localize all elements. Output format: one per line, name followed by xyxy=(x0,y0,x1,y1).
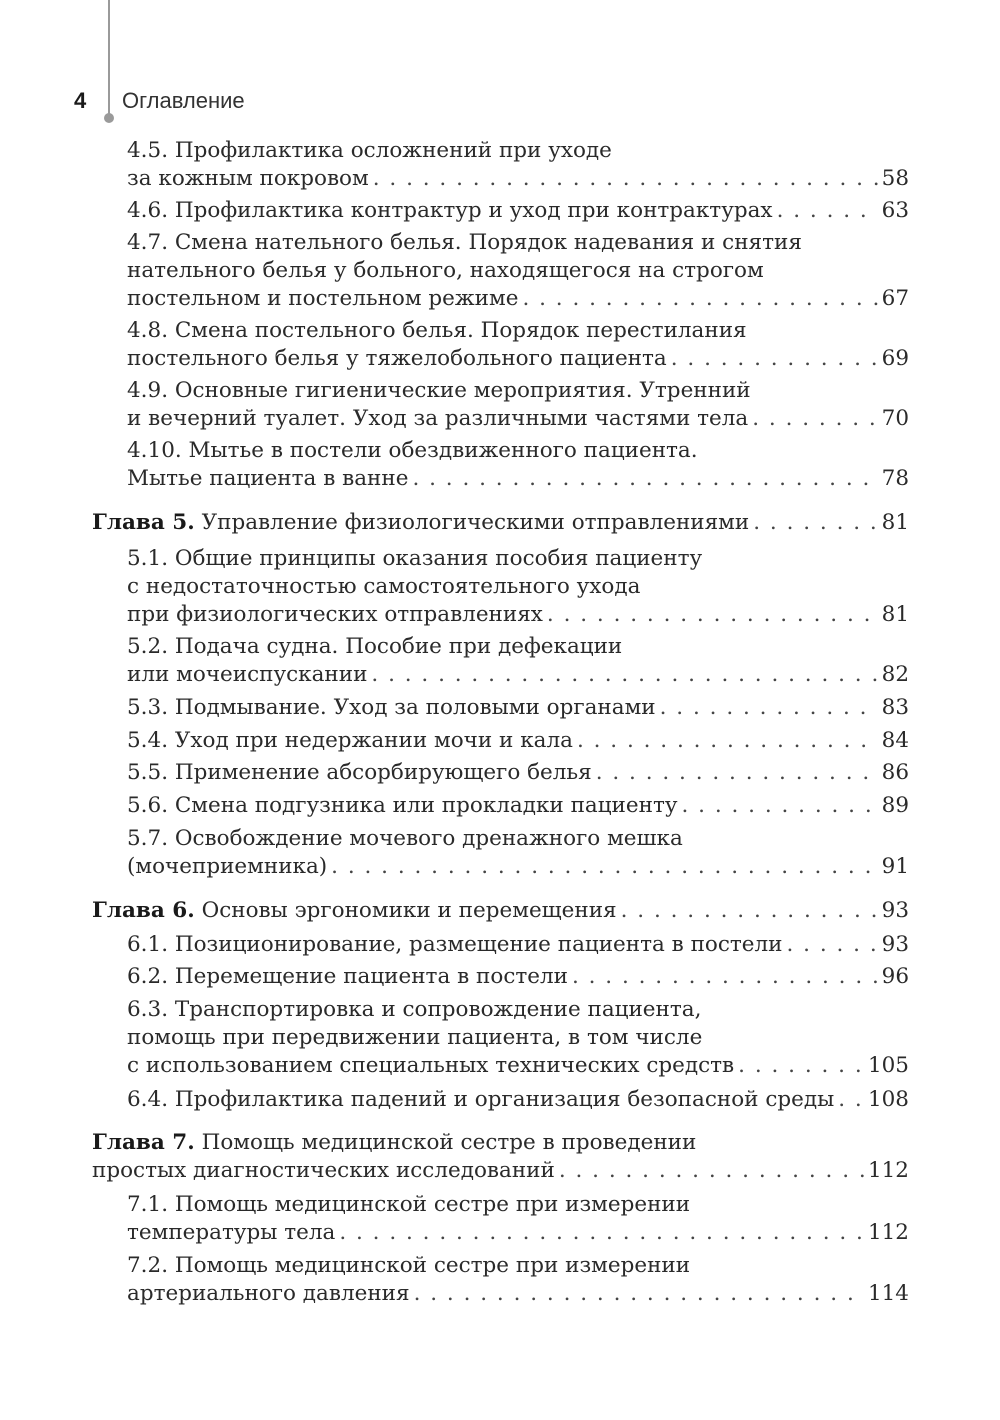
toc-entry-title: или мочеиспускании xyxy=(127,662,368,687)
toc-page-number: 84 xyxy=(881,728,909,753)
toc-entry-4-9-line-1: 4.9. Основные гигиенические мероприятия. Утренний xyxy=(127,378,751,403)
toc-entry-title: 6.4. Профилактика падений и организация безопасной среды xyxy=(127,1087,835,1112)
toc-entry-title: 5.6. Смена подгузника или прокладки пациенту xyxy=(127,793,678,818)
chapter-title: Помощь медицинской сестре в проведении xyxy=(201,1130,697,1155)
toc-entry-6-2[interactable] xyxy=(127,963,909,991)
toc-entry-4-7[interactable] xyxy=(127,285,909,313)
toc-entry-4-10-line-1: 4.10. Мытье в постели обездвиженного пациента. xyxy=(127,438,698,463)
toc-entry-title: 6.1. Позиционирование, размещение пациента в постели xyxy=(127,932,783,957)
toc-entry-title: температуры тела xyxy=(127,1220,336,1245)
dot-leader xyxy=(752,405,877,433)
toc-chapter-7[interactable] xyxy=(92,1157,909,1185)
toc-entry-4-7-line-2: нательного белья у больного, находящегося на строгом xyxy=(127,258,764,283)
toc-entry-5-7-line-1: 5.7. Освобождение мочевого дренажного мешка xyxy=(127,826,683,851)
chapter-title: Управление физиологическими отправлениями xyxy=(201,510,750,535)
toc-chapter-6[interactable] xyxy=(92,897,909,925)
dot-leader xyxy=(838,1086,864,1114)
toc-page-number: 67 xyxy=(881,286,909,311)
dot-leader xyxy=(331,853,877,881)
dot-leader xyxy=(414,1280,864,1308)
dot-leader xyxy=(559,1157,864,1185)
dot-leader xyxy=(577,727,878,755)
toc-entry-4-9[interactable] xyxy=(127,405,909,433)
toc-entry-title: постельном и постельном режиме xyxy=(127,286,519,311)
toc-entry-4-5[interactable] xyxy=(127,165,909,193)
toc-entry-5-4[interactable] xyxy=(127,727,909,755)
chapter-label: Глава 7. xyxy=(92,1130,195,1155)
chapter-title-continued: простых диагностических исследований xyxy=(92,1158,555,1183)
dot-leader xyxy=(572,963,878,991)
toc-page-number: 78 xyxy=(881,466,909,491)
toc-page-number: 70 xyxy=(881,406,909,431)
dot-leader xyxy=(373,165,878,193)
toc-entry-title: и вечерний туалет. Уход за различными частями тела xyxy=(127,406,749,431)
dot-leader xyxy=(621,897,878,925)
toc-entry-title: 5.3. Подмывание. Уход за половыми органами xyxy=(127,695,656,720)
toc-entry-4-7-line-1: 4.7. Смена нательного белья. Порядок надевания и снятия xyxy=(127,230,802,255)
toc-entry-6-3-line-1: 6.3. Транспортировка и сопровождение пациента, xyxy=(127,997,702,1022)
toc-page-number: 89 xyxy=(881,793,909,818)
toc-page-number: 83 xyxy=(881,695,909,720)
toc-entry-5-1-line-1: 5.1. Общие принципы оказания пособия пациенту xyxy=(127,546,703,571)
toc-page-number: 96 xyxy=(881,964,909,989)
chapter-title: Основы эргономики и перемещения xyxy=(201,898,617,923)
toc-page-number: 114 xyxy=(867,1281,909,1306)
toc-entry-4-6[interactable] xyxy=(127,197,909,225)
toc-entry-5-3[interactable] xyxy=(127,694,909,722)
dot-leader xyxy=(339,1219,864,1247)
toc-entry-title: с использованием специальных технических средств xyxy=(127,1053,735,1078)
toc-entry-title: постельного белья у тяжелобольного пациента xyxy=(127,346,667,371)
toc-page-number: 112 xyxy=(867,1220,909,1245)
toc-page-number: 58 xyxy=(881,166,909,191)
dot-leader xyxy=(596,759,878,787)
toc-entry-title: 5.5. Применение абсорбирующего белья xyxy=(127,760,592,785)
toc-page-number: 63 xyxy=(881,198,909,223)
toc-page-number: 105 xyxy=(867,1053,909,1078)
toc-entry-6-1[interactable] xyxy=(127,931,909,959)
toc-entry-7-2[interactable] xyxy=(127,1280,909,1308)
toc-entry-title: 6.2. Перемещение пациента в постели xyxy=(127,964,568,989)
toc-page-number: 81 xyxy=(881,602,909,627)
toc-entry-5-7[interactable] xyxy=(127,853,909,881)
toc-page-number: 93 xyxy=(881,932,909,957)
toc-page-number: 112 xyxy=(867,1158,909,1183)
toc-entry-7-2-line-1: 7.2. Помощь медицинской сестре при измерении xyxy=(127,1253,691,1278)
chapter-label: Глава 5. xyxy=(92,510,195,535)
dot-leader xyxy=(777,197,878,225)
toc-entry-6-3-line-2: помощь при передвижении пациента, в том числе xyxy=(127,1025,703,1050)
toc-page-number: 82 xyxy=(881,662,909,687)
dot-leader xyxy=(671,345,878,373)
toc-entry-7-1[interactable] xyxy=(127,1219,909,1247)
toc-entry-5-1[interactable] xyxy=(127,601,909,629)
toc-entry-5-5[interactable] xyxy=(127,759,909,787)
toc-entry-title: 5.4. Уход при недержании мочи и кала xyxy=(127,728,573,753)
dot-leader xyxy=(547,601,878,629)
toc-entry-4-8[interactable] xyxy=(127,345,909,373)
toc-entry-6-4[interactable] xyxy=(127,1086,909,1114)
toc-entry-6-3[interactable] xyxy=(127,1052,909,1080)
toc-entry-5-2[interactable] xyxy=(127,661,909,689)
toc-chapter-5[interactable] xyxy=(92,509,909,537)
toc-entry-5-2-line-1: 5.2. Подача судна. Пособие при дефекации xyxy=(127,634,623,659)
toc-page-number: 81 xyxy=(881,510,909,535)
toc-page-number: 93 xyxy=(881,898,909,923)
toc-entry-4-8-line-1: 4.8. Смена постельного белья. Порядок перестилания xyxy=(127,318,747,343)
toc-page-number: 108 xyxy=(867,1087,909,1112)
toc-entry-5-1-line-2: с недостаточностью самостоятельного ухода xyxy=(127,574,641,599)
dot-leader xyxy=(371,661,877,689)
toc-entry-title: Мытье пациента в ванне xyxy=(127,466,409,491)
dot-leader xyxy=(682,792,878,820)
dot-leader xyxy=(753,509,877,537)
toc-page-number: 69 xyxy=(881,346,909,371)
page-number: 4 xyxy=(74,88,87,113)
toc-entry-4-5-line-1: 4.5. Профилактика осложнений при уходе xyxy=(127,138,612,163)
toc-page-number: 91 xyxy=(881,854,909,879)
toc-page-number: 86 xyxy=(881,760,909,785)
dot-leader xyxy=(738,1052,864,1080)
running-title: Оглавление xyxy=(122,88,245,113)
toc-entry-title: 4.6. Профилактика контрактур и уход при контрактурах xyxy=(127,198,773,223)
toc-entry-title: (мочеприемника) xyxy=(127,854,328,879)
dot-leader xyxy=(412,465,877,493)
toc-chapter-7-line-1 xyxy=(92,1129,909,1157)
dot-leader xyxy=(787,931,878,959)
toc-entry-title: артериального давления xyxy=(127,1281,410,1306)
dot-leader xyxy=(522,285,877,313)
chapter-label: Глава 6. xyxy=(92,898,195,923)
toc-entry-title: при физиологических отправлениях xyxy=(127,602,543,627)
toc-entry-title: за кожным покровом xyxy=(127,166,369,191)
toc-entry-4-10[interactable] xyxy=(127,465,909,493)
toc-entry-5-6[interactable] xyxy=(127,792,909,820)
toc-entry-7-1-line-1: 7.1. Помощь медицинской сестре при измерении xyxy=(127,1192,691,1217)
dot-leader xyxy=(660,694,878,722)
